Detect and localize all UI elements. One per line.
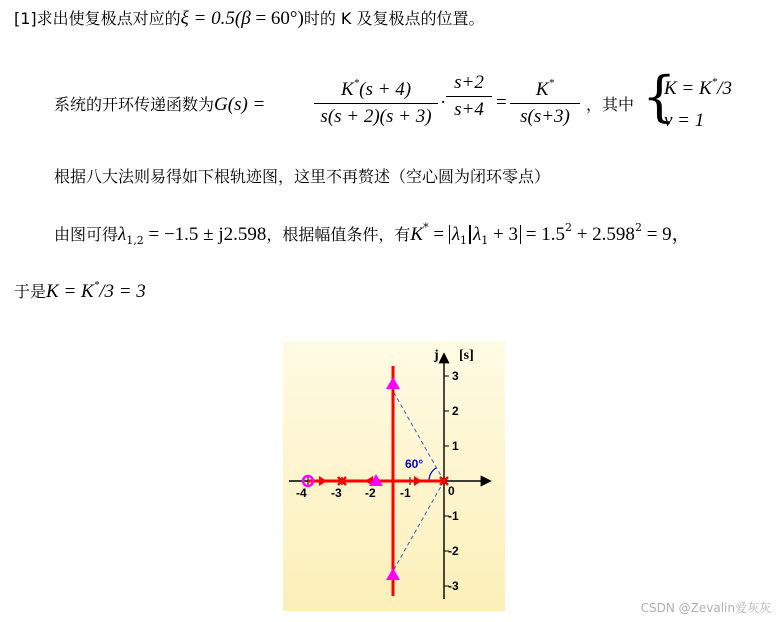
- kstar-symbol: K: [410, 224, 424, 245]
- conclusion-line: [14, 279, 146, 303]
- x-tick-label: -2: [365, 486, 376, 500]
- fraction-2-numerator: s+2: [454, 72, 484, 93]
- question-line: [14, 6, 485, 30]
- y-tick-label: 2: [452, 404, 459, 418]
- transfer-lhs: G(s) =: [214, 94, 266, 115]
- question-suffix: 时的 K 及复极点的位置。: [303, 9, 485, 28]
- root-locus-figure: [283, 341, 505, 611]
- result-intro: 由图可得: [54, 225, 119, 244]
- x-tick-label: -1: [400, 486, 411, 500]
- abs-lambda1-plus3: $\lambda_1 + 3$: [470, 225, 521, 244]
- beta-value: = 60°): [250, 8, 304, 29]
- conclusion-formula: K = K*/3 = 3: [46, 279, 146, 302]
- fraction-1-bar: [314, 103, 438, 104]
- case-1: K = K*/3: [664, 76, 732, 99]
- dot-operator: ·: [440, 92, 447, 113]
- fraction-2-bar: [446, 96, 492, 97]
- equals-sign: =: [496, 92, 507, 113]
- x-tick-label: -4: [296, 486, 307, 500]
- y-tick-label: -2: [448, 544, 459, 558]
- cases-brace: {: [642, 65, 677, 128]
- y-tick-label: -3: [448, 579, 459, 593]
- fraction-3-numerator: K*: [535, 77, 555, 100]
- fraction-3: [510, 72, 580, 128]
- fraction-3-bar: [510, 103, 580, 104]
- plot-title: [s]: [459, 348, 474, 363]
- conclusion-prefix: 于是: [14, 282, 47, 301]
- axis-j-label: j: [434, 348, 439, 363]
- y-tick-label: 3: [452, 369, 459, 383]
- x-tick-label: 0: [448, 484, 455, 498]
- result-mid: ，根据幅值条件，有: [266, 225, 411, 244]
- fraction-3-denominator: s(s+3): [520, 106, 570, 127]
- transfer-intro: 系统的开环传递函数为: [54, 95, 215, 114]
- result-line: 由图可得$\lambda_{1,2} = -1.5 \pm j2.598$，根据幅值条件，有$K^* = \lambda_1$ $\lambda_1 + 3 = 1.5^2 + 2.598^2 = 9$，: [54, 221, 691, 247]
- rhs-part2: + 2.598: [571, 224, 635, 245]
- x-tick-label: -3: [331, 486, 342, 500]
- case-2: v = 1: [664, 110, 705, 131]
- fraction-2: [446, 72, 492, 121]
- y-tick-label: 1: [452, 439, 459, 453]
- watermark: CSDN @Zevalin爱灰灰: [640, 601, 771, 615]
- fraction-2-denominator: s+4: [454, 99, 484, 120]
- angle-label: 60°: [405, 457, 424, 471]
- fraction-1-numerator: K*(s + 4): [340, 77, 412, 100]
- lambda-subscript: 1,2: [126, 234, 144, 247]
- fraction-1-denominator: s(s + 2)(s + 3): [320, 106, 432, 127]
- lambda-symbol: λ: [118, 224, 127, 245]
- fraction-1: [314, 72, 438, 128]
- rule-text: 根据八大法则易得如下根轨迹图，这里不再赘述（空心圆为闭环零点）: [54, 167, 551, 186]
- where-label: ，其中: [586, 95, 635, 114]
- question-prefix: [1]求出使复极点对应的: [14, 9, 181, 28]
- transfer-intro-line: [54, 92, 265, 116]
- abs-lambda1: $\lambda_1$: [449, 225, 470, 244]
- lambda-value: = −1.5 ± j2.598: [143, 224, 267, 245]
- rhs-part1: = 1.5: [521, 224, 565, 245]
- xi-symbol: ξ = 0.5(: [180, 8, 242, 29]
- beta-symbol: β: [241, 8, 251, 29]
- rhs-part3: = 9，: [641, 224, 691, 245]
- y-tick-label: -1: [448, 509, 459, 523]
